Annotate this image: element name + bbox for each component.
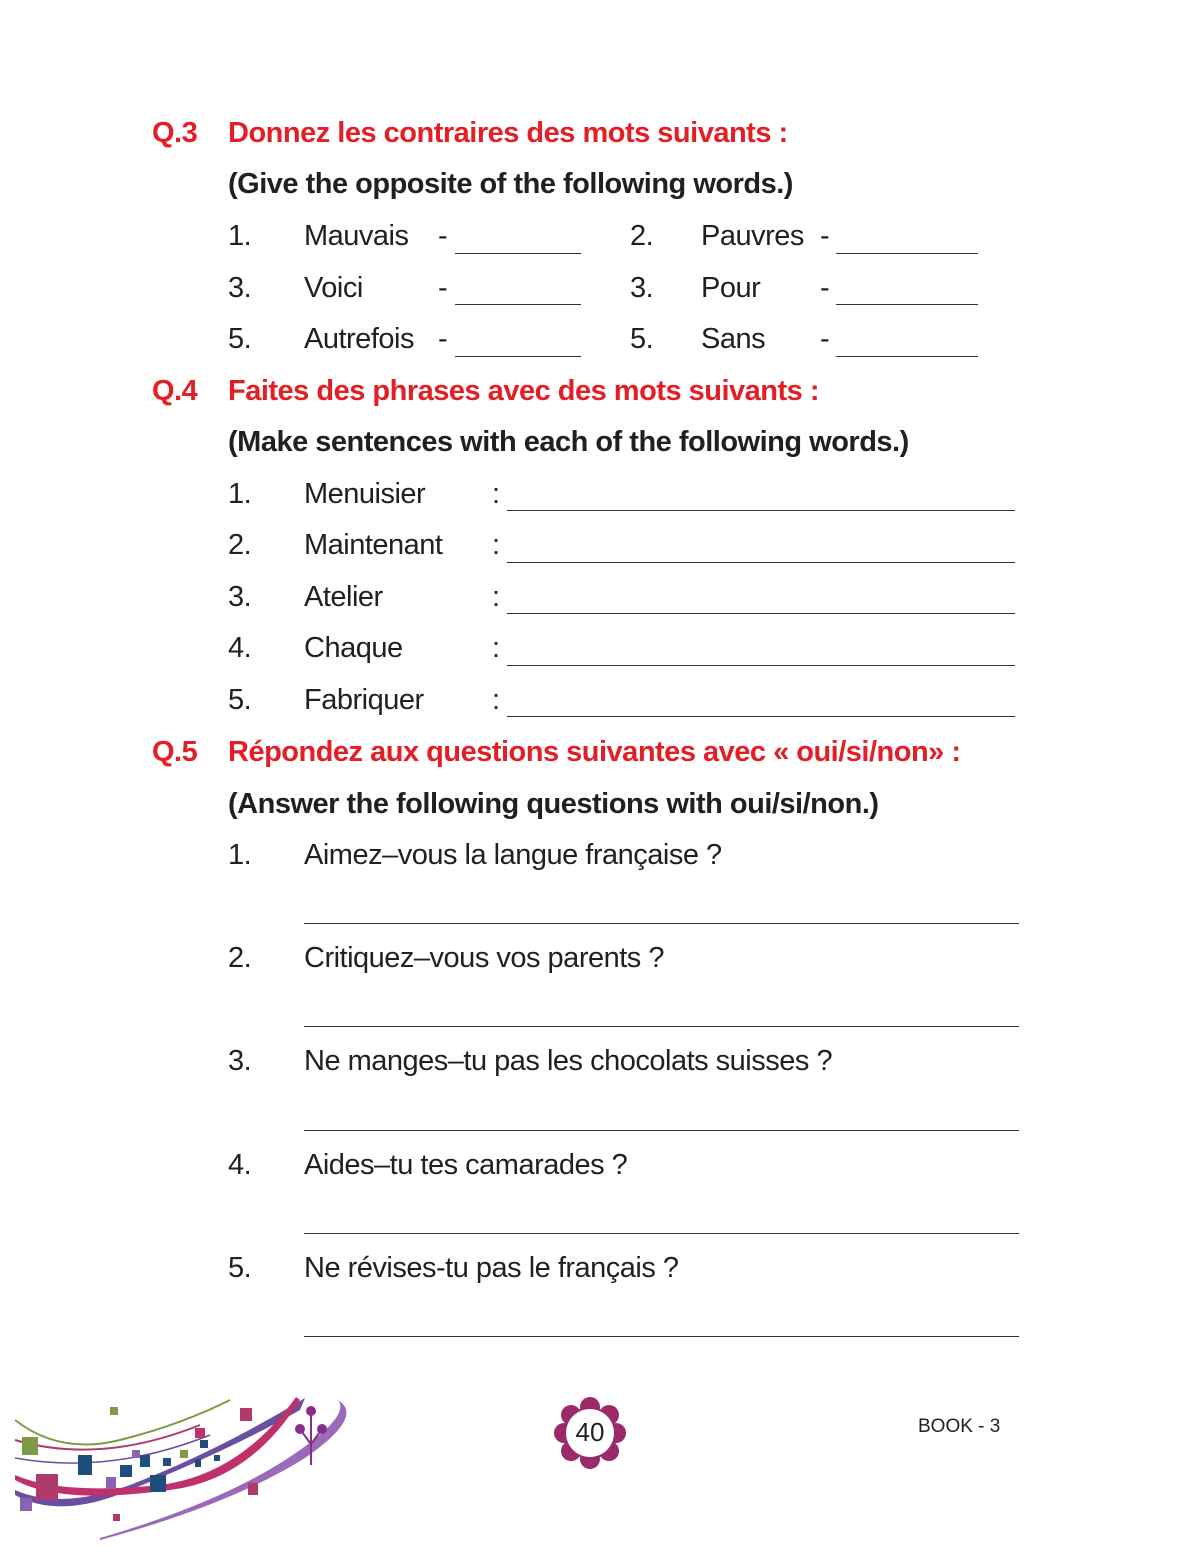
item-number: 3. <box>228 1045 252 1077</box>
q3-subtitle: (Give the opposite of the following words.) <box>228 168 793 200</box>
decorative-wave-art <box>0 1380 430 1550</box>
item-number: 5. <box>228 684 252 716</box>
item-word: Menuisier <box>304 478 426 510</box>
item-number: 2. <box>630 220 654 252</box>
question-text: Ne manges–tu pas les chocolats suisses ? <box>304 1045 833 1077</box>
question-text: Critiquez–vous vos parents ? <box>304 942 664 974</box>
item-word: Atelier <box>304 581 383 613</box>
question-text: Ne révises-tu pas le français ? <box>304 1252 679 1284</box>
item-number: 2. <box>228 529 252 561</box>
item-number: 1. <box>228 220 252 252</box>
item-number: 1. <box>228 839 252 871</box>
item-colon: : <box>492 581 500 613</box>
answer-blank[interactable] <box>455 304 581 305</box>
item-dash: - <box>438 272 448 304</box>
book-label: BOOK - 3 <box>918 1416 1001 1437</box>
item-number: 4. <box>228 632 252 664</box>
answer-line[interactable] <box>304 1233 1019 1234</box>
item-dash: - <box>820 272 830 304</box>
q4-label: Q.4 <box>152 375 198 407</box>
sentence-blank[interactable] <box>507 510 1015 511</box>
sentence-blank[interactable] <box>507 665 1015 666</box>
item-number: 5. <box>228 1252 252 1284</box>
item-number: 5. <box>630 323 654 355</box>
answer-blank[interactable] <box>455 356 581 357</box>
item-word: Autrefois <box>304 323 414 355</box>
item-dash: - <box>438 323 448 355</box>
item-word: Mauvais <box>304 220 409 252</box>
item-number: 3. <box>228 272 252 304</box>
answer-line[interactable] <box>304 1336 1019 1337</box>
q3-label: Q.3 <box>152 117 198 149</box>
q5-label: Q.5 <box>152 736 198 768</box>
item-word: Pour <box>701 272 761 304</box>
answer-line[interactable] <box>304 1026 1019 1027</box>
q5-title: Répondez aux questions suivantes avec « oui/si/non» : <box>228 736 961 768</box>
q5-subtitle: (Answer the following questions with oui/si/non.) <box>228 788 879 820</box>
item-number: 5. <box>228 323 252 355</box>
sentence-blank[interactable] <box>507 716 1015 717</box>
answer-line[interactable] <box>304 923 1019 924</box>
question-text: Aides–tu tes camarades ? <box>304 1149 628 1181</box>
sentence-blank[interactable] <box>507 562 1015 563</box>
item-number: 2. <box>228 942 252 974</box>
sentence-blank[interactable] <box>507 613 1015 614</box>
item-colon: : <box>492 632 500 664</box>
answer-line[interactable] <box>304 1130 1019 1131</box>
answer-blank[interactable] <box>836 304 978 305</box>
question-text: Aimez–vous la langue française ? <box>304 839 722 871</box>
q4-title: Faites des phrases avec des mots suivants : <box>228 375 819 407</box>
item-number: 3. <box>228 581 252 613</box>
q3-title: Donnez les contraires des mots suivants : <box>228 117 788 149</box>
item-number: 3. <box>630 272 654 304</box>
item-dash: - <box>820 220 830 252</box>
answer-blank[interactable] <box>455 253 581 254</box>
answer-blank[interactable] <box>836 253 978 254</box>
q4-subtitle: (Make sentences with each of the following words.) <box>228 426 909 458</box>
item-number: 1. <box>228 478 252 510</box>
item-colon: : <box>492 684 500 716</box>
item-colon: : <box>492 478 500 510</box>
item-word: Voici <box>304 272 363 304</box>
item-number: 4. <box>228 1149 252 1181</box>
item-word: Fabriquer <box>304 684 424 716</box>
item-word: Maintenant <box>304 529 443 561</box>
page-number: 40 <box>575 1417 605 1447</box>
item-word: Pauvres <box>701 220 804 252</box>
item-word: Sans <box>701 323 766 355</box>
item-dash: - <box>438 220 448 252</box>
item-word: Chaque <box>304 632 403 664</box>
item-colon: : <box>492 529 500 561</box>
answer-blank[interactable] <box>836 356 978 357</box>
item-dash: - <box>820 323 830 355</box>
